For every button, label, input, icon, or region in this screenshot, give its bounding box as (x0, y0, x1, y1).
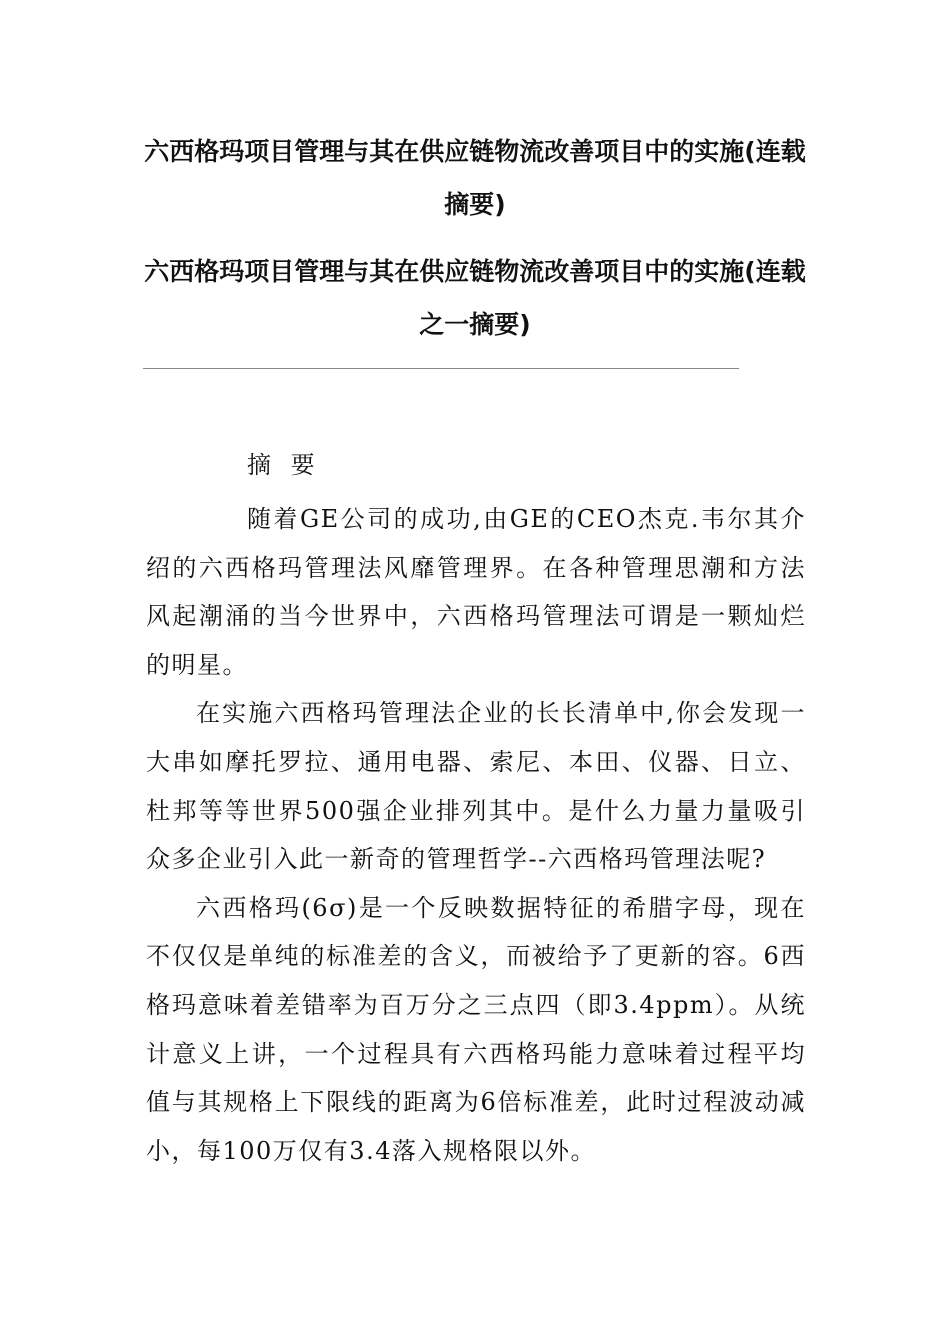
document-title: 六西格玛项目管理与其在供应链物流改善项目中的实施(连载摘要) (144, 137, 806, 219)
title-divider (143, 368, 739, 369)
abstract-paragraph-2: 在实施六西格玛管理法企业的长长清单中,你会发现一大串如摩托罗拉、通用电器、索尼、本田、仪器、日立、杜邦等等世界500强企业排列其中。是什么力量力量吸引众多企业引入此一新奇的管理哲学--六西格玛管理法呢? (146, 699, 806, 874)
abstract-paragraph-3: 六西格玛(6σ)是一个反映数据特征的希腊字母，现在不仅仅是单纯的标准差的含义，而被给予了更新的容。6西格玛意味着差错率为百万分之三点四（即3.4ppm）。从统计意义上讲，一个过程具有六西格玛能力意味着过程平均值与其规格上下限线的距离为6倍标准差，此时过程波动减小，每100万仅有3.4落入规格限以外。 (146, 893, 806, 1165)
abstract-paragraph-1: 随着GE公司的成功,由GE的CEO杰克.韦尔其介绍的六西格玛管理法风靡管理界。在各种管理思潮和方法风起潮涌的当今世界中，六西格玛管理法可谓是一颗灿烂的明星。 (146, 505, 806, 679)
document-subtitle: 六西格玛项目管理与其在供应链物流改善项目中的实施(连载之一摘要) (144, 257, 806, 339)
abstract-body (146, 495, 806, 1175)
abstract-heading: 摘 要 (247, 451, 321, 479)
